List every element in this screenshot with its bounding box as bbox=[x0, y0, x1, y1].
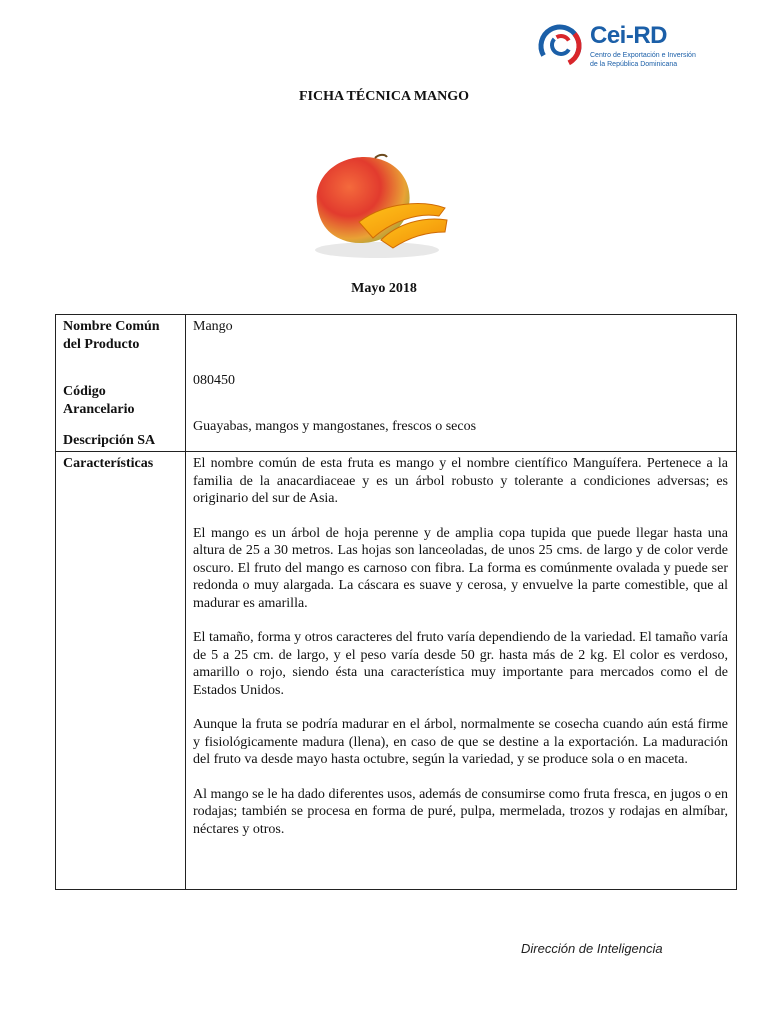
descripcion-value: Guayabas, mangos y mangostanes, frescos o secos bbox=[193, 419, 477, 434]
logo-name: Cei-RD bbox=[590, 22, 668, 49]
caracteristicas-value bbox=[186, 452, 737, 890]
values-cell bbox=[186, 315, 737, 452]
logo-tagline-line-1: Centro de Exportación e Inversión bbox=[590, 52, 696, 59]
nombre-value: Mango bbox=[193, 319, 233, 334]
codigo-label: Código Arancelario bbox=[63, 384, 135, 417]
caracteristicas-paragraph-1: El nombre común de esta fruta es mango y el nombre científico Manguífera. Pertenece a la familia de la anacardiaceae y es un árbol robusto y tolerante a condiciones adversas; es originario del sur de Asia. bbox=[193, 456, 728, 506]
labels-cell bbox=[56, 315, 186, 452]
caracteristicas-paragraph-5: Al mango se le ha dado diferentes usos, además de consumirse como fruta fresca, en jugos o en rodajas; también se procesa en forma de puré, pulpa, mermelada, trozos y rodajas en almíbar, néctares y otros. bbox=[193, 786, 728, 837]
cei-rd-logo bbox=[536, 22, 716, 74]
mango-icon bbox=[305, 152, 455, 262]
table-row bbox=[56, 452, 737, 890]
document-title: FICHA TÉCNICA MANGO bbox=[298, 89, 470, 104]
descripcion-label: Descripción SA bbox=[63, 433, 156, 448]
nombre-label: Nombre Común del Producto bbox=[63, 319, 160, 352]
table-row bbox=[56, 315, 737, 452]
mango-photo bbox=[305, 152, 455, 267]
logo-tagline-line-2: de la República Dominicana bbox=[590, 60, 678, 68]
caracteristicas-paragraph-2: El mango es un árbol de hoja perenne y de amplia copa tupida que puede llegar hasta una altura de 25 a 30 metros. Las hojas son lanceoladas, de unos 25 cms. de largo y de color verde oscuro. El fruto del mango es carnoso con fibra. La forma es comúnmente ovalada y puede ser redonda o muy alargada. La cáscara es suave y cerosa, y envuelve la parte comestible, que al madurar es amarilla. bbox=[193, 525, 728, 611]
footer-text: Dirección de Inteligencia bbox=[521, 941, 663, 956]
cei-rd-logo-icon bbox=[536, 22, 584, 70]
caracteristicas-label: Características bbox=[56, 452, 186, 890]
document-date: Mayo 2018 bbox=[351, 281, 417, 296]
logo-tagline bbox=[590, 52, 720, 69]
codigo-value: 080450 bbox=[193, 373, 235, 388]
product-table bbox=[55, 314, 737, 890]
caracteristicas-paragraph-4: Aunque la fruta se podría madurar en el árbol, normalmente se cosecha cuando aún está firme y fisiológicamente madura (llena), en caso de que se destine a la exportación. La maduración del fruto va desde mayo hasta octubre, según la variedad, y se produce sola o en maceta. bbox=[193, 717, 728, 767]
caracteristicas-paragraph-3: El tamaño, forma y otros caracteres del fruto varía dependiendo de la variedad. El tamaño varía de 5 a 25 cm. de largo, y el peso varía desde 50 gr. hasta más de 2 kg. El color es verdoso, amarillo o rojo, siendo ésta una característica muy importante para mercados como el de Estados Unidos. bbox=[193, 630, 728, 698]
